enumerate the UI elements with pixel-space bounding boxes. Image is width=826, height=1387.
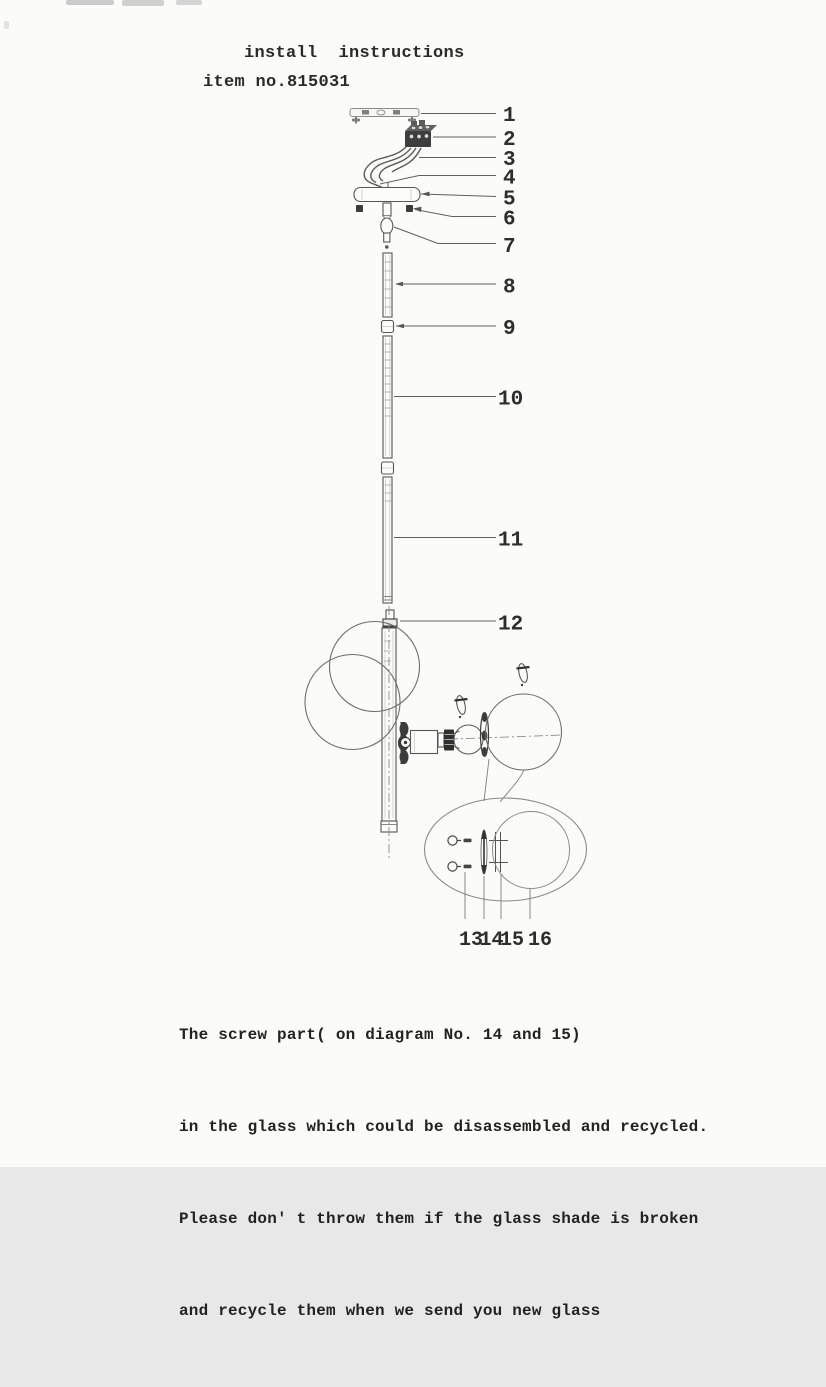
recycle-note-line: The screw part( on diagram No. 14 and 15) <box>179 1026 581 1045</box>
rod-section-11 <box>383 477 392 603</box>
detail-glass-neck-15 <box>489 832 508 872</box>
recycle-note <box>179 959 708 1387</box>
callout-label-4: 4 <box>503 167 516 191</box>
callout-label-14: 14 <box>479 929 504 952</box>
recycle-note-line: in the glass which could be disassembled and recycled. <box>179 1117 709 1136</box>
rod-section-8 <box>383 253 392 317</box>
rod-coupler <box>382 462 394 474</box>
leader-line-9 <box>396 324 496 329</box>
rod-section-10 <box>383 336 392 458</box>
rod-coupler-9 <box>382 321 394 333</box>
thumbscrew-rotate-icon <box>455 695 468 718</box>
detail-ring-14 <box>481 830 487 875</box>
detail-thumbscrew-13 <box>448 862 472 871</box>
terminal-block <box>405 120 437 147</box>
thumbscrew-rotate-icon <box>517 663 530 686</box>
recycle-note-line: and recycle them when we send you new glass <box>179 1301 601 1320</box>
doc-title: install instructions <box>244 44 465 63</box>
callout-label-6: 6 <box>503 208 516 232</box>
callout-label-10: 10 <box>498 388 524 412</box>
callout-label-7: 7 <box>503 236 516 259</box>
callout-label-15: 15 <box>499 929 525 952</box>
light-bulb <box>454 725 483 754</box>
leader-line-6 <box>413 207 496 217</box>
callout-label-12: 12 <box>498 613 524 637</box>
leader-line-7 <box>394 227 496 244</box>
detail-balloon <box>425 798 587 901</box>
callout-label-11: 11 <box>498 529 524 553</box>
callout-label-3: 3 <box>503 149 516 172</box>
recycle-note-line: Please don' t throw them if the glass shade is broken <box>179 1209 699 1228</box>
ceiling-canopy <box>354 182 420 202</box>
callout-label-5: 5 <box>503 188 516 212</box>
glass-globe-back <box>330 622 420 712</box>
doc-item-number: item no.815031 <box>203 73 351 92</box>
socket-arm <box>411 731 438 754</box>
detail-balloon-tail <box>500 770 524 802</box>
detail-thumbscrew-13 <box>448 836 472 845</box>
callout-label-9: 9 <box>503 318 516 341</box>
wire-bundle <box>364 147 421 191</box>
cord-grip-connector <box>381 216 393 249</box>
callout-label-1: 1 <box>503 105 516 128</box>
detail-balloon-tail <box>484 759 489 801</box>
leader-line-8 <box>395 282 496 287</box>
leader-line-4 <box>380 176 496 185</box>
mounting-strap <box>350 109 419 124</box>
callout-label-8: 8 <box>503 276 516 300</box>
callout-label-13: 13 <box>458 929 484 952</box>
glass-globe-side <box>486 694 562 770</box>
callout-label-2: 2 <box>503 129 516 152</box>
stem-connector-12 <box>383 610 397 628</box>
callout-label-16: 16 <box>527 929 553 952</box>
bulb-base <box>438 730 454 751</box>
socket-flange <box>398 722 411 764</box>
leader-line-5 <box>421 192 496 197</box>
detail-globe-16 <box>493 812 570 889</box>
hanger-nipple <box>383 203 391 216</box>
